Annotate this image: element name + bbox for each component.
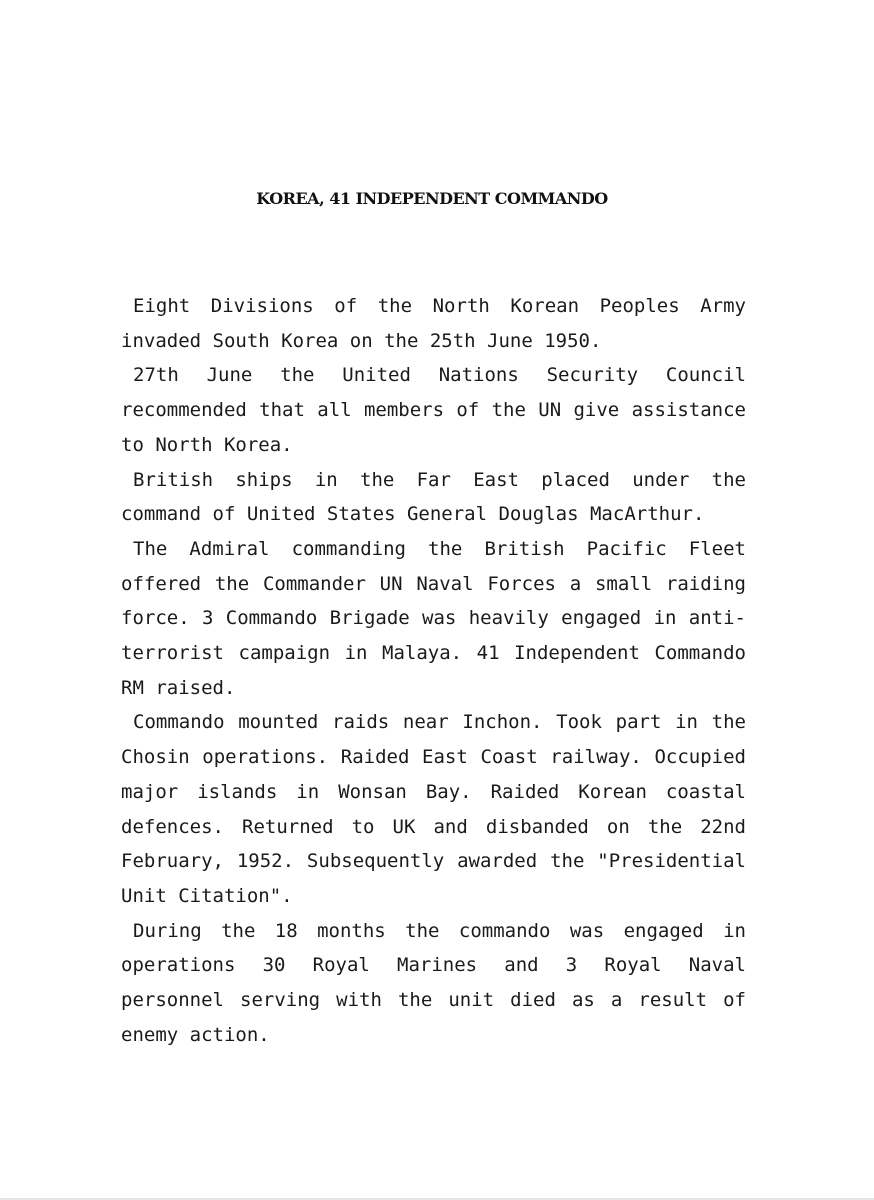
paragraph-raiding-force: The Admiral commanding the British Pacific Fleet offered the Commander UN Naval Forces a small raiding force. 3 Commando Brigade was heavily engaged in anti-terrorist campaign in Malaya. 41 Independent Commando RM raised. [121,537,746,699]
paragraph-british-ships: British ships in the Far East placed under the command of United States General Douglas MacArthur. [121,468,746,526]
paragraph-invasion: Eight Divisions of the North Korean Peoples Army invaded South Korea on the 25th June 1950. [121,295,746,352]
paragraph-casualties: During the 18 months the commando was engaged in operations 30 Royal Marines and 3 Royal Naval personnel serving with the unit died as a result of enemy action. [121,919,746,1046]
document-title: KOREA, 41 INDEPENDENT COMMANDO [256,189,608,208]
document-body [121,289,746,1052]
paragraph-operations: Commando mounted raids near Inchon. Took part in the Chosin operations. Raided East Coast railway. Occupied major islands in Wonsan Bay. Raided Korean coastal defences. Returned to UK and disbanded on the 22nd February, 1952. Subsequently awarded the "Presidential Unit Citation". [121,711,746,907]
paragraph-un-council: 27th June the United Nations Security Council recommended that all members of the UN give assistance to North Korea. [121,364,746,456]
